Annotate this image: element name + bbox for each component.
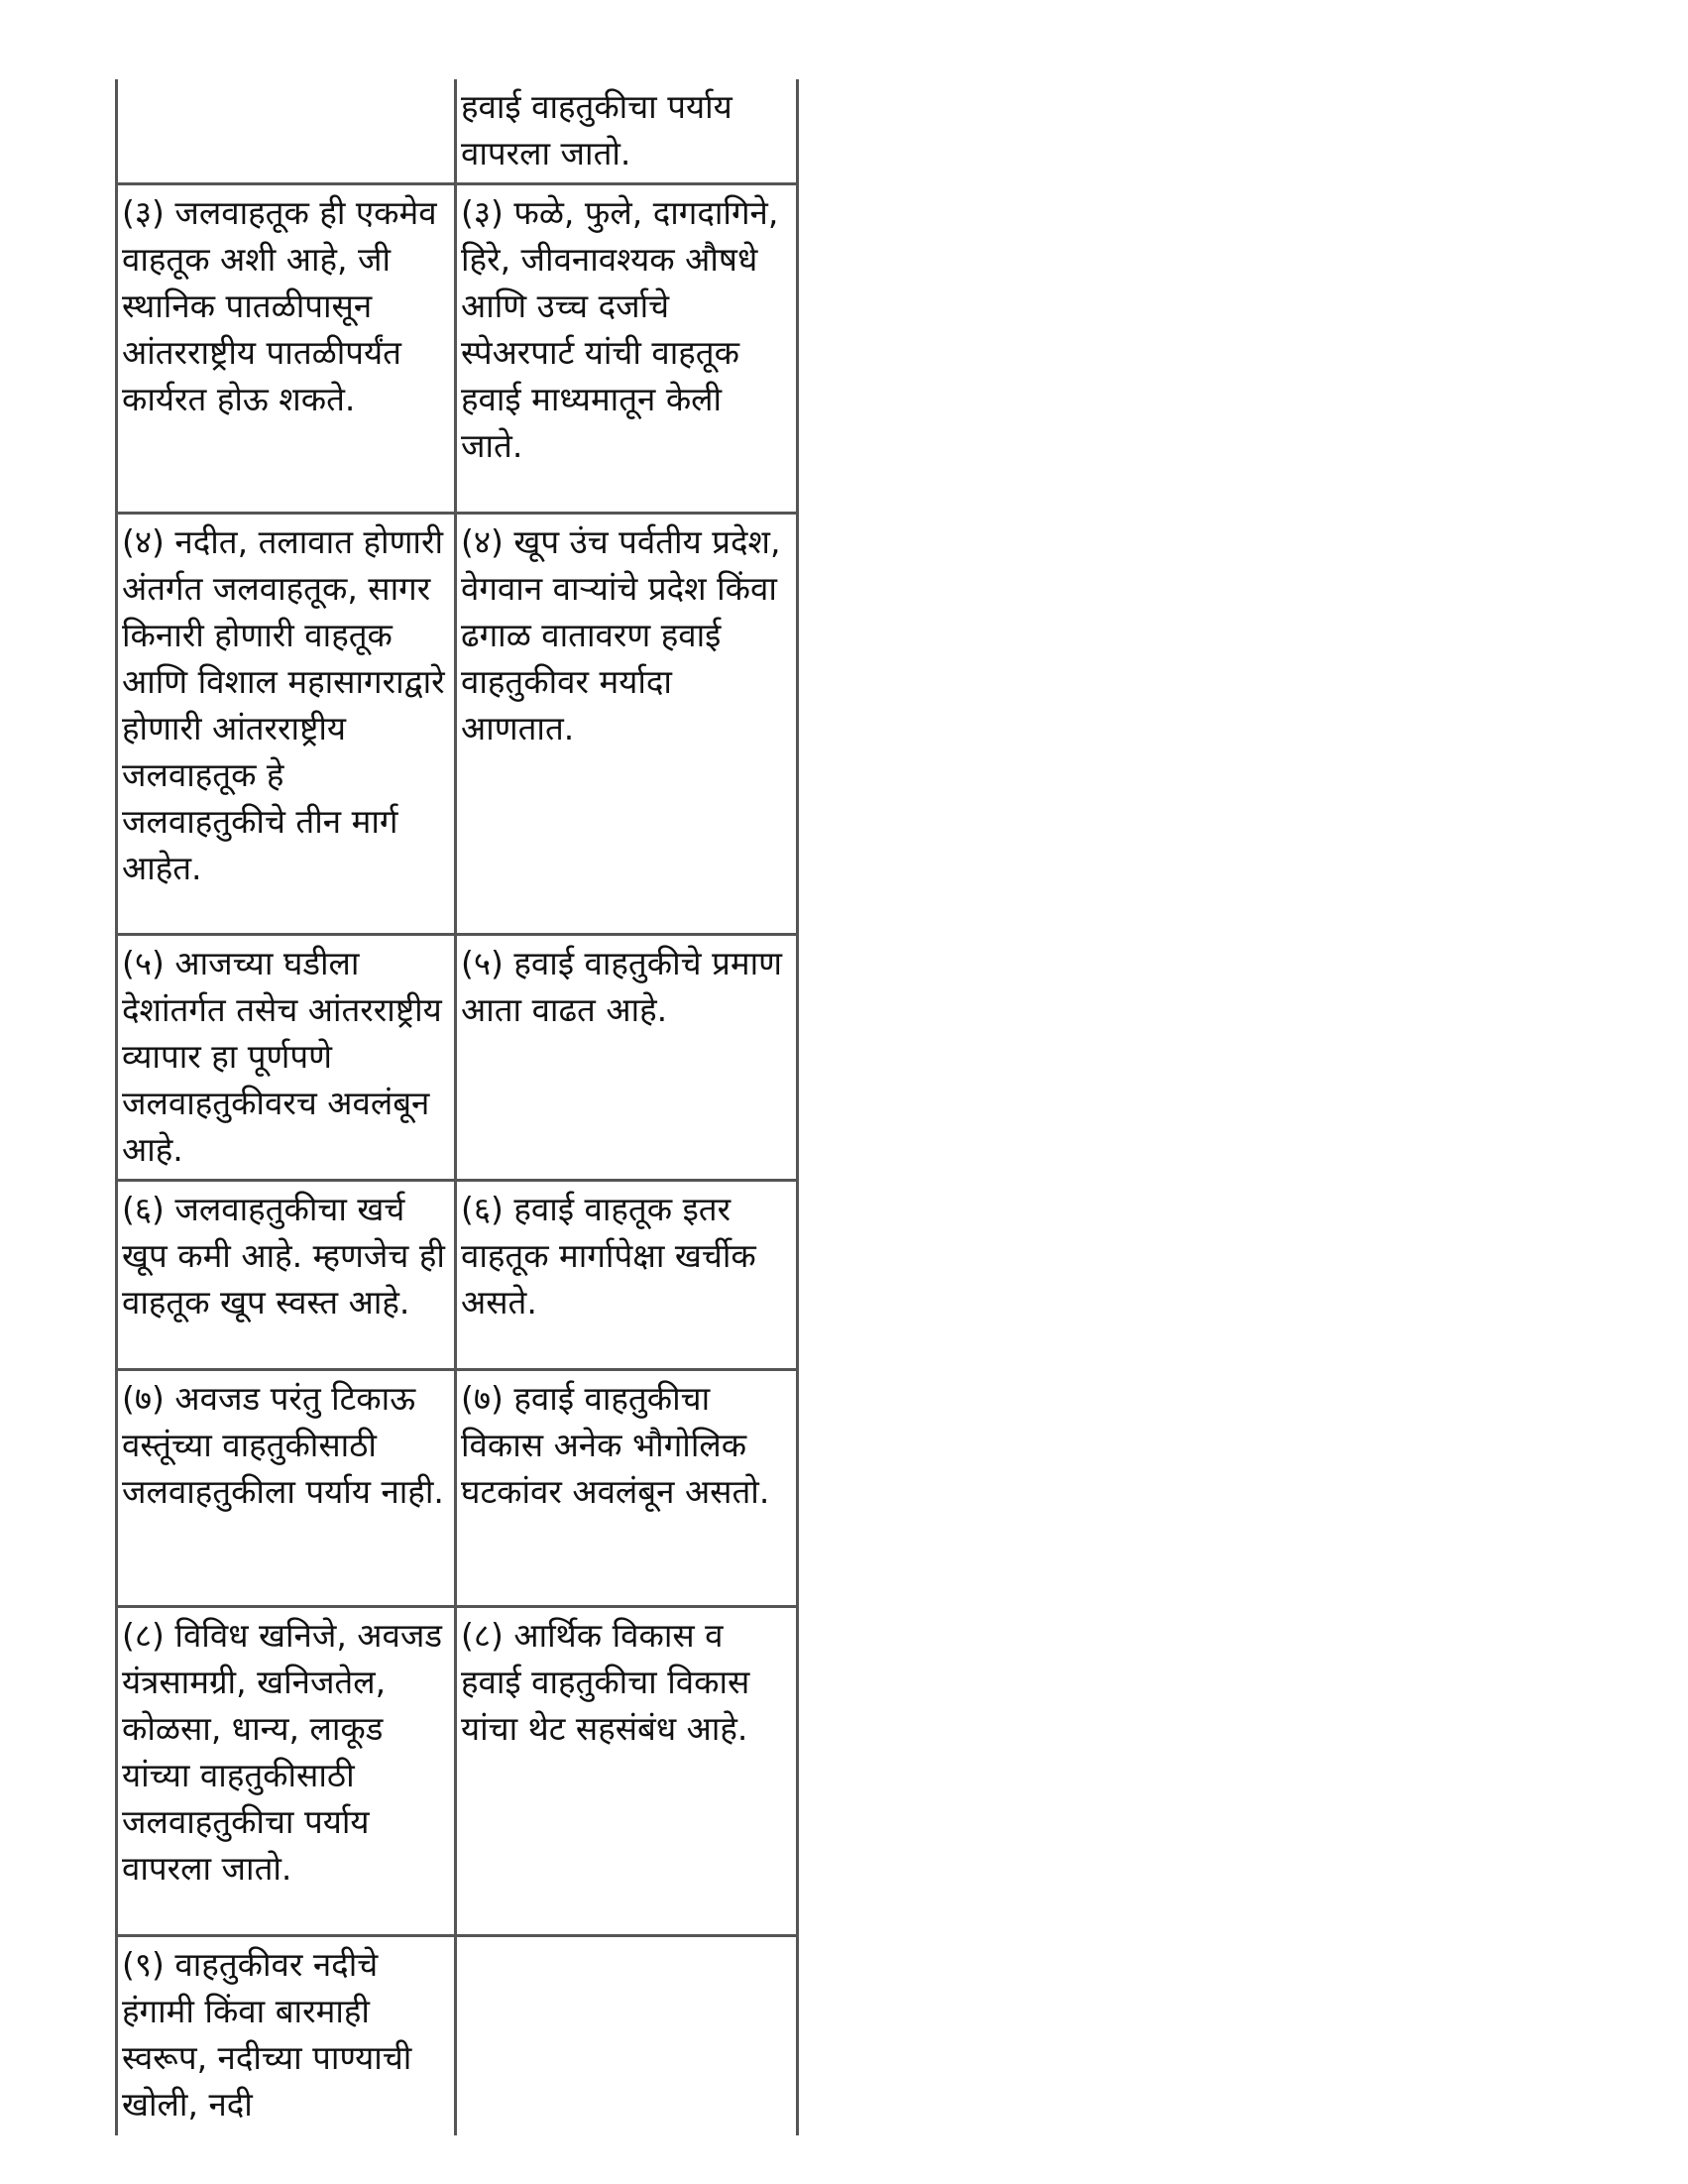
air-transport-cell: (६) हवाई वाहतूक इतर वाहतूक मार्गापेक्षा खर्चीक असते. <box>457 1182 796 1371</box>
air-transport-cell: (७) हवाई वाहतुकीचा विकास अनेक भौगोलिक घटकांवर अवलंबून असतो. <box>457 1371 796 1608</box>
table-row <box>118 1182 796 1371</box>
air-transport-cell: (३) फळे, फुले, दागदागिने, हिरे, जीवनावश्यक औषधे आणि उच्च दर्जाचे स्पेअरपार्ट यांची वाहतूक हवाई माध्यमातून केली जाते. <box>457 185 796 515</box>
air-transport-cell: हवाई वाहतुकीचा पर्याय वापरला जातो. <box>457 79 796 185</box>
air-transport-cell: (५) हवाई वाहतुकीचे प्रमाण आता वाढत आहे. <box>457 936 796 1182</box>
table-row <box>118 79 796 185</box>
water-transport-cell: (८) विविध खनिजे, अवजड यंत्रसामग्री, खनिजतेल, कोळसा, धान्य, लाकूड यांच्या वाहतुकीसाठी जलवाहतुकीचा पर्याय वापरला जातो. <box>118 1608 457 1937</box>
water-transport-cell: (७) अवजड परंतु टिकाऊ वस्तूंच्या वाहतुकीसाठी जलवाहतुकीला पर्याय नाही. <box>118 1371 457 1608</box>
water-transport-cell: (५) आजच्या घडीला देशांतर्गत तसेच आंतरराष्ट्रीय व्यापार हा पूर्णपणे जलवाहतुकीवरच अवलंबून आहे. <box>118 936 457 1182</box>
comparison-table <box>115 79 799 2135</box>
table-row <box>118 185 796 515</box>
table-row <box>118 1937 796 2135</box>
water-transport-cell: (४) नदीत, तलावात होणारी अंतर्गत जलवाहतूक, सागर किनारी होणारी वाहतूक आणि विशाल महासागराद्वारे होणारी आंतरराष्ट्रीय जलवाहतूक हे जलवाहतुकीचे तीन मार्ग आहेत. <box>118 515 457 936</box>
air-transport-cell: (८) आर्थिक विकास व हवाई वाहतुकीचा विकास यांचा थेट सहसंबंध आहे. <box>457 1608 796 1937</box>
water-transport-cell: (९) वाहतुकीवर नदीचे हंगामी किंवा बारमाही स्वरूप, नदीच्या पाण्याची खोली, नदी <box>118 1937 457 2135</box>
table-row <box>118 1371 796 1608</box>
water-transport-cell: (३) जलवाहतूक ही एकमेव वाहतूक अशी आहे, जी स्थानिक पातळीपासून आंतरराष्ट्रीय पातळीपर्यंत कार्यरत होऊ शकते. <box>118 185 457 515</box>
water-transport-cell: (६) जलवाहतुकीचा खर्च खूप कमी आहे. म्हणजेच ही वाहतूक खूप स्वस्त आहे. <box>118 1182 457 1371</box>
table-row <box>118 515 796 936</box>
table-row <box>118 1608 796 1937</box>
table-row <box>118 936 796 1182</box>
air-transport-cell <box>457 1937 796 2135</box>
water-transport-cell <box>118 79 457 185</box>
air-transport-cell: (४) खूप उंच पर्वतीय प्रदेश, वेगवान वाऱ्यांचे प्रदेश किंवा ढगाळ वातावरण हवाई वाहतुकीवर मर्यादा आणतात. <box>457 515 796 936</box>
